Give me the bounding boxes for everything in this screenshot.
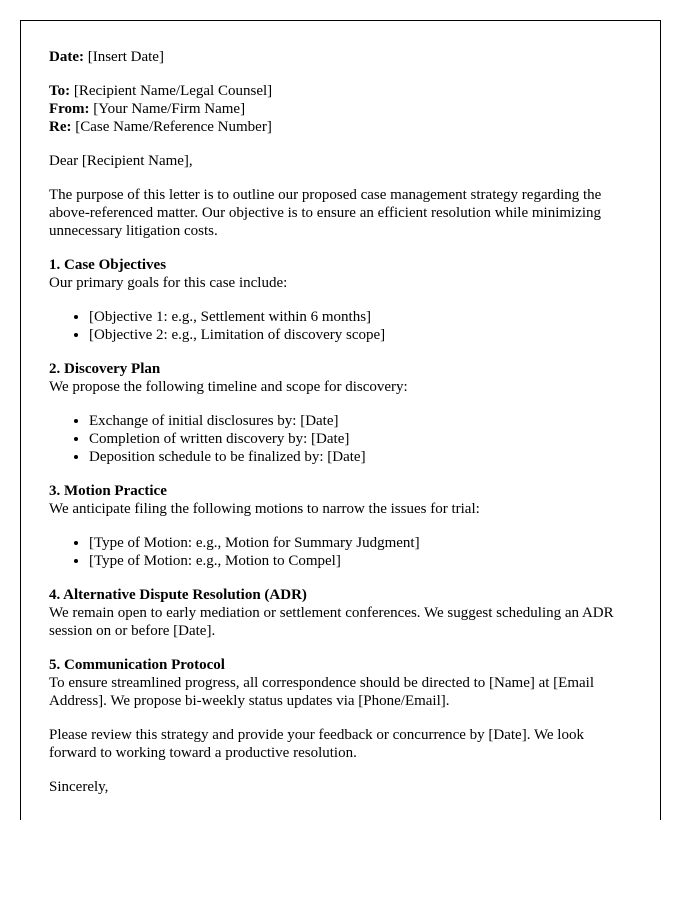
motions-list xyxy=(49,534,632,570)
section-text: We propose the following timeline and scope for discovery: xyxy=(49,379,408,395)
list-item: • [Objective 1: e.g., Settlement within 6 months] xyxy=(89,308,632,326)
list-item: • Deposition schedule to be finalized by: [Date] xyxy=(89,448,632,466)
list-item: • [Objective 2: e.g., Limitation of discovery scope] xyxy=(89,326,632,344)
salutation: Dear [Recipient Name], xyxy=(49,153,193,169)
to-line xyxy=(49,82,632,100)
section-text: We anticipate filing the following motions to narrow the issues for trial: xyxy=(49,501,480,517)
section-adr xyxy=(49,586,632,640)
closing-paragraph: Please review this strategy and provide your feedback or concurrence by [Date]. We look forward to working toward a productive resolution. xyxy=(49,727,584,761)
section-heading: 2. Discovery Plan xyxy=(49,361,161,377)
re-line xyxy=(49,118,632,136)
objectives-list xyxy=(49,308,632,344)
section-communication-protocol xyxy=(49,656,632,710)
date-line xyxy=(49,48,632,66)
list-item: • [Type of Motion: e.g., Motion to Compel] xyxy=(89,552,632,570)
section-text: Our primary goals for this case include: xyxy=(49,275,288,291)
letter-page xyxy=(20,20,661,820)
from-value: [Your Name/Firm Name] xyxy=(89,101,246,117)
section-heading: 4. Alternative Dispute Resolution (ADR) xyxy=(49,587,307,603)
list-item: • Completion of written discovery by: [Date] xyxy=(89,430,632,448)
discovery-list xyxy=(49,412,632,466)
intro-paragraph: The purpose of this letter is to outline our proposed case management strategy regarding the above-referenced matter. Our objective is to ensure an efficient resolution while minimizing unnecessary litigation costs. xyxy=(49,187,602,239)
section-motion-practice xyxy=(49,482,632,570)
address-block xyxy=(49,82,632,136)
list-item: • [Type of Motion: e.g., Motion for Summary Judgment] xyxy=(89,534,632,552)
from-line xyxy=(49,100,632,118)
list-item: • Exchange of initial disclosures by: [Date] xyxy=(89,412,632,430)
to-label: To: xyxy=(49,83,71,99)
re-label: Re: xyxy=(49,119,72,135)
section-text: To ensure streamlined progress, all correspondence should be directed to [Name] at [Email Address]. We propose bi-weekly status updates via [Phone/Email]. xyxy=(49,675,595,709)
section-heading: 5. Communication Protocol xyxy=(49,657,225,673)
section-discovery-plan xyxy=(49,360,632,466)
signoff: Sincerely, xyxy=(49,779,109,795)
section-heading: 3. Motion Practice xyxy=(49,483,167,499)
to-value: [Recipient Name/Legal Counsel] xyxy=(70,83,273,99)
section-heading: 1. Case Objectives xyxy=(49,257,167,273)
section-case-objectives xyxy=(49,256,632,344)
section-text: We remain open to early mediation or settlement conferences. We suggest scheduling an ADR session on or before [Date]. xyxy=(49,605,614,639)
from-label: From: xyxy=(49,101,90,117)
re-value: [Case Name/Reference Number] xyxy=(71,119,272,135)
date-label: Date: xyxy=(49,49,84,65)
date-value: [Insert Date] xyxy=(83,49,164,65)
